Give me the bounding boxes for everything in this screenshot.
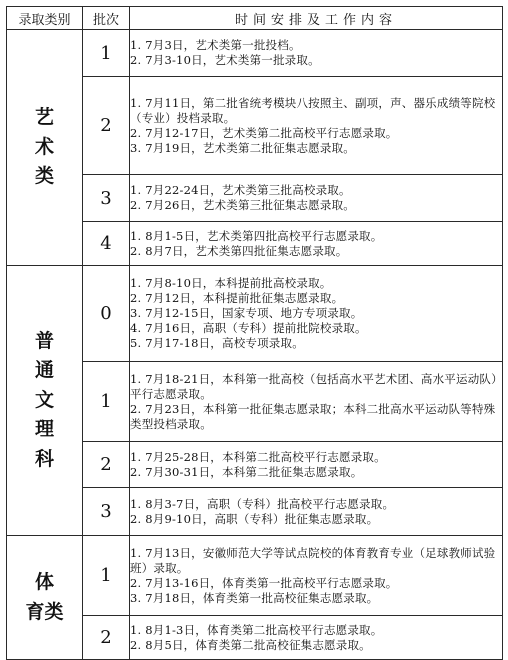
header-category: 录取类别 [7,7,83,30]
admission-schedule-table [6,6,503,660]
schedule-item: 2. 7月3-10日，艺术类第一批录取。 [130,53,320,67]
schedule-items [130,442,503,488]
schedule-item: 1. 7月13日，安徽师范大学等试点院校的体育教育专业（足球教师试验班）录取。 [130,545,496,575]
schedule-items [130,222,503,266]
category-line: 通 [34,359,54,382]
category-line: 理 [34,418,54,441]
schedule-items [130,362,503,442]
schedule-items [130,175,503,222]
table-row [7,536,503,616]
category-general [7,266,83,536]
category-line: 普 [34,329,54,352]
batch-number: 2 [83,442,130,488]
header-content: 时间安排及工作内容 [130,7,503,30]
schedule-item: 3. 7月18日，体育类第一批高校征集志愿录取。 [130,590,379,605]
category-line: 科 [34,447,54,470]
schedule-item: 4. 7月16日，高职（专科）提前批院校录取。 [130,321,367,335]
schedule-item: 5. 7月17-18日，高校专项录取。 [130,336,304,350]
table-row [7,266,503,362]
batch-number: 2 [83,77,130,175]
category-line: 艺 [34,106,54,129]
category-line: 育类 [25,600,64,623]
batch-number: 4 [83,222,130,266]
schedule-item: 1. 7月8-10日，本科提前批高校录取。 [130,276,332,290]
category-line: 体 [34,571,54,594]
schedule-item: 2. 8月9-10日，高职（专科）批征集志愿录取。 [130,511,379,526]
category-line: 术 [34,135,54,158]
category-sports [7,536,83,660]
category-art [7,30,83,266]
schedule-item: 1. 8月1-5日，艺术类第四批高校平行志愿录取。 [130,228,383,243]
schedule-item: 1. 7月25-28日，本科第二批高校平行志愿录取。 [130,449,386,464]
schedule-item: 2. 7月13-16日，体育类第一批高校平行志愿录取。 [130,575,398,590]
schedule-items [130,266,503,362]
schedule-item: 1. 7月22-24日，艺术类第三批高校录取。 [130,183,351,197]
schedule-item: 1. 7月11日，第二批省统考模块八按照主、副项，声、器乐成绩等院校（专业）投档录取。 [130,95,496,125]
batch-number: 3 [83,175,130,222]
schedule-item: 1. 8月1-3日，体育类第二批高校平行志愿录取。 [130,622,383,637]
schedule-item: 2. 8月7日，艺术类第四批征集志愿录取。 [130,243,348,258]
schedule-items [130,536,503,616]
table-row [7,30,503,77]
schedule-items [130,488,503,536]
schedule-item: 1. 7月3日，艺术类第一批投档。 [130,38,301,52]
schedule-items [130,616,503,660]
batch-number: 3 [83,488,130,536]
schedule-item: 1. 7月18-21日，本科第一批高校（包括高水平艺术团、高水平运动队）平行志愿录取。 [130,371,498,401]
batch-number: 1 [83,536,130,616]
schedule-item: 3. 7月12-15日，国家专项、地方专项录取。 [130,306,363,320]
schedule-items [130,30,503,77]
batch-number: 0 [83,266,130,362]
batch-number: 1 [83,362,130,442]
category-line: 文 [34,388,54,411]
schedule-items [130,77,503,175]
header-row [7,7,503,30]
schedule-item: 1. 8月3-7日，高职（专科）批高校平行志愿录取。 [130,496,395,511]
header-batch: 批次 [83,7,130,30]
schedule-item: 2. 7月23日，本科第一批征集志愿录取；本科二批高水平运动队等特殊类型投档录取。 [130,401,496,431]
batch-number: 1 [83,30,130,77]
schedule-item: 2. 7月12日，本科提前批征集志愿录取。 [130,291,344,305]
schedule-item: 2. 7月26日，艺术类第三批征集志愿录取。 [130,198,355,212]
schedule-item: 2. 8月5日，体育类第二批高校征集志愿录取。 [130,637,371,652]
schedule-item: 2. 7月30-31日，本科第二批征集志愿录取。 [130,464,363,479]
schedule-item: 2. 7月12-17日，艺术类第二批高校平行志愿录取。 [130,125,398,140]
schedule-item: 3. 7月19日，艺术类第二批征集志愿录取。 [130,140,355,155]
batch-number: 2 [83,616,130,660]
category-line: 类 [34,165,54,188]
